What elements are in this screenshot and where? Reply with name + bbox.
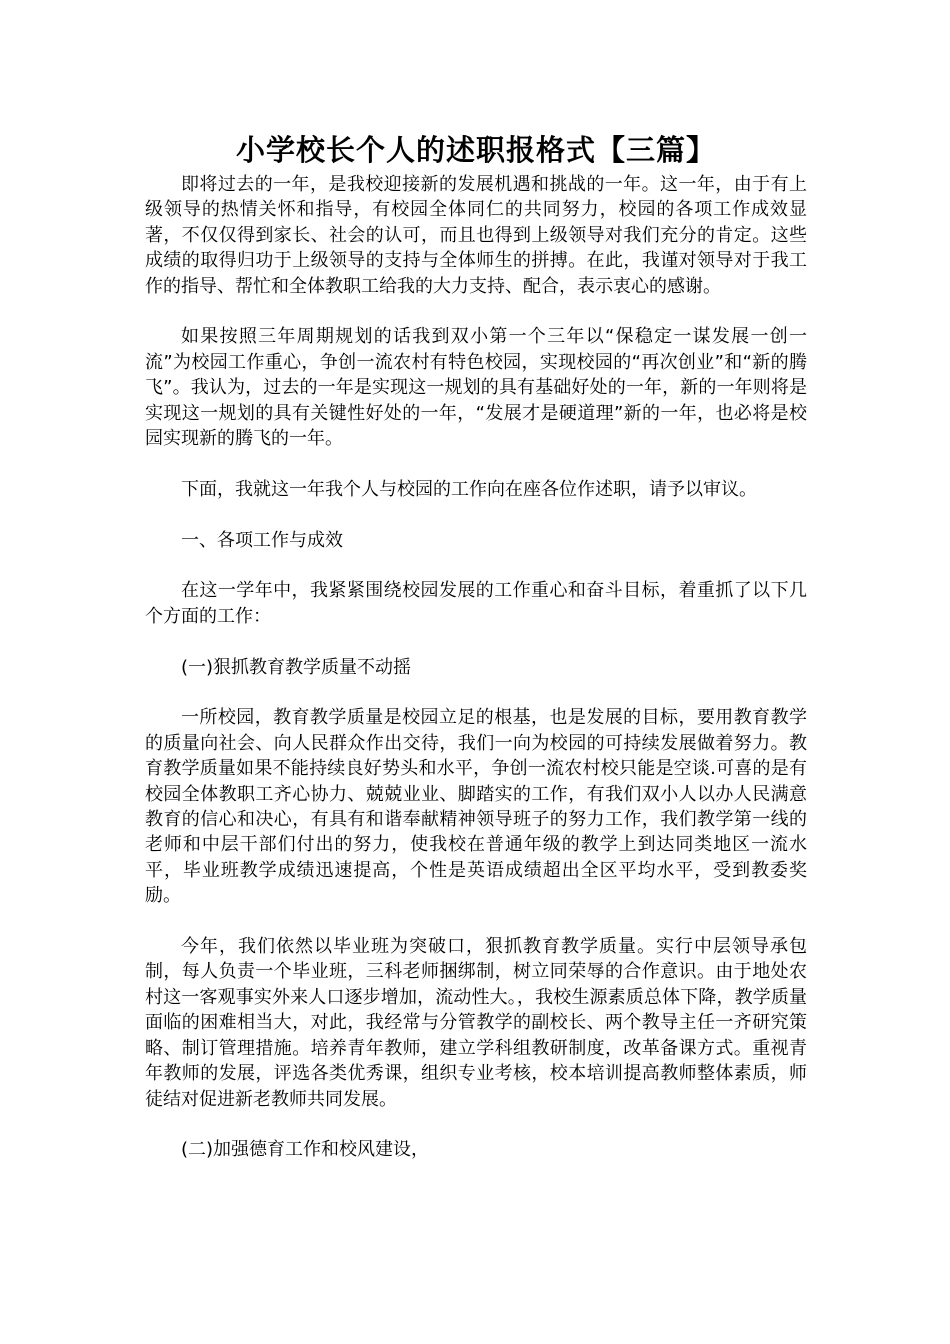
paragraph-gap [145,299,807,324]
paragraph-teaching-quality: 一所校园，教育教学质量是校园立足的根基，也是发展的目标，要用教育教学的质量向社会、向人民群众作出交待，我们一向为校园的可持续发展做着努力。教育教学质量如果不能持续良好势头和水平，争创一流农村校只能是空谈.可喜的是有校园全体教职工齐心协力、兢兢业业、脚踏实的工作，有我们双小人以办人民满意教育的信心和决心，有具有和谐奉献精神领导班子的努力工作，我们教学第一线的老师和中层干部们付出的努力，使我校在普通年级的教学上到达同类地区一流水平，毕业班教学成绩迅速提高，个性是英语成绩超出全区平均水平，受到教委奖励。 [145,707,807,907]
paragraph-gap [145,1112,807,1137]
paragraph-gap [145,553,807,578]
paragraph-work-overview: 在这一学年中，我紧紧围绕校园发展的工作重心和奋斗目标，着重抓了以下几个方面的工作： [145,580,807,627]
paragraph-gap [145,451,807,476]
paragraph-gap [145,909,807,934]
paragraph-intro: 即将过去的一年，是我校迎接新的发展机遇和挑战的一年。这一年，由于有上级领导的热情关怀和指导，有校园全体同仁的共同努力，校园的各项工作成效显著，不仅仅得到家长、社会的认可，而且也得到上级领导对我们充分的肯定。这些成绩的取得归功于上级领导的支持与全体师生的拼搏。在此，我谨对领导对于我工作的指导、帮忙和全体教职工给我的大力支持、配合，表示衷心的感谢。 [145,174,807,297]
paragraph-gap [145,629,807,654]
subsection-heading-1: (一)狠抓教育教学质量不动摇 [181,656,412,678]
paragraph-gap [145,680,807,705]
document-page [145,128,807,1163]
paragraph-gap [145,502,807,527]
section-heading-1: 一、各项工作与成效 [181,529,343,551]
subsection-heading-2: (二)加强德育工作和校风建设， [181,1139,430,1161]
paragraph-plan: 如果按照三年周期规划的话我到双小第一个三年以“保稳定一谋发展一创一流”为校园工作重心，争创一流农村有特色校园，实现校园的“再次创业”和“新的腾飞”。我认为，过去的一年是实现这一规划的具有基础好处的一年，新的一年则将是实现这一规划的具有关键性好处的一年，“发展才是硬道理”新的一年，也必将是校园实现新的腾飞的一年。 [145,326,807,450]
document-title: 小学校长个人的述职报格式【三篇】 [235,133,716,167]
paragraph-report-intro: 下面，我就这一年我个人与校园的工作向在座各位作述职，请予以审议。 [181,478,757,500]
paragraph-this-year: 今年，我们依然以毕业班为突破口，狠抓教育教学质量。实行中层领导承包制，每人负责一个毕业班，三科老师捆绑制，树立同荣辱的合作意识。由于地处农村这一客观事实外来人口逐步增加，流动性大。，我校生源素质总体下降，教学质量面临的困难相当大，对此，我经常与分管教学的副校长、两个教导主任一齐研究策略、制订管理措施。培养青年教师，建立学科组教研制度，改革备课方式。重视青年教师的发展，评选各类优秀课，组织专业考核，校本培训提高教师整体素质，师徒结对促进新老教师共同发展。 [145,936,807,1110]
